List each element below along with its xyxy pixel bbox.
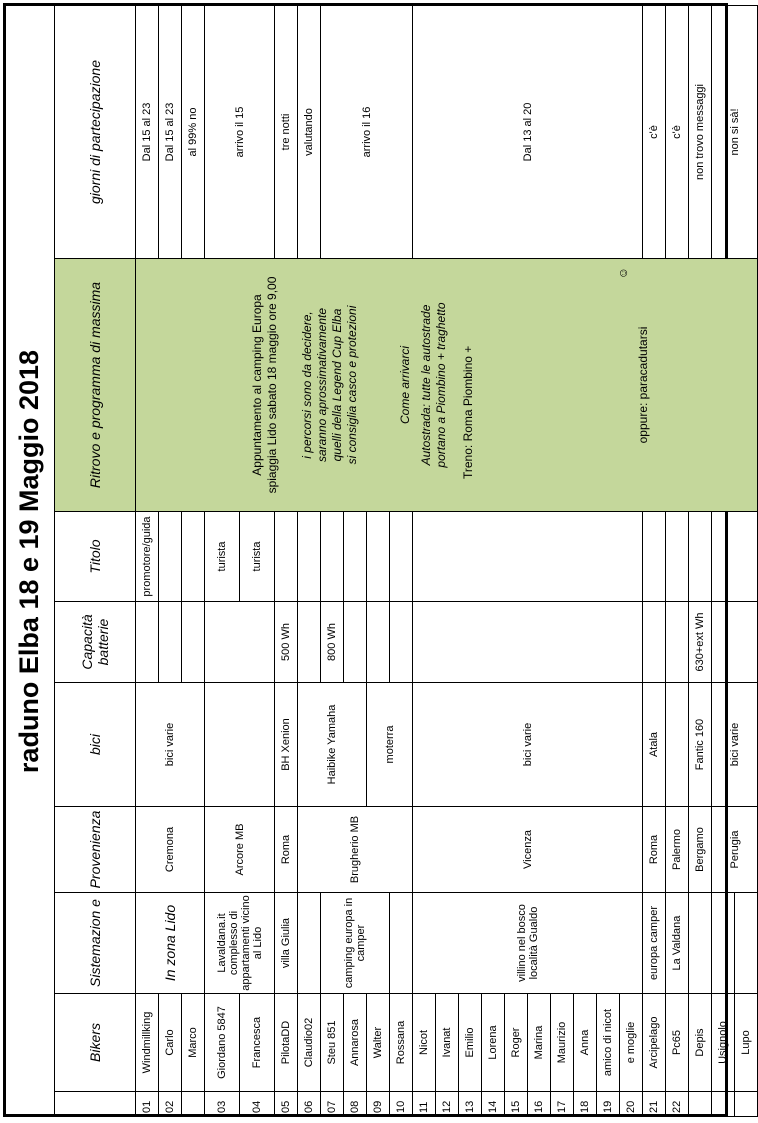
percorsi-text: i percorsi sono da decidere, saranno aprossimativamente quelli della Legend Cup Elba si consiglia casco e protezioni bbox=[300, 305, 359, 465]
titolo-cell bbox=[689, 512, 712, 602]
treno-text: Treno: Roma Piombino + bbox=[461, 345, 475, 479]
row-number: 16 bbox=[528, 1092, 551, 1117]
document-title: raduno Elba 18 e 19 Maggio 2018 bbox=[14, 349, 44, 774]
row-number: 04 bbox=[240, 1092, 275, 1117]
header-ritrovo: Ritrovo e programma di massima bbox=[55, 259, 136, 512]
sistemazione-cell bbox=[689, 893, 712, 994]
titolo-cell bbox=[321, 512, 344, 602]
giorni-cell: Dal 13 al 20 bbox=[413, 6, 643, 259]
biker-name: amico di nicot bbox=[597, 994, 620, 1092]
biker-name: Carlo bbox=[159, 994, 182, 1092]
row-number: 18 bbox=[574, 1092, 597, 1117]
sistemazione-cell: villa Giulia bbox=[275, 893, 298, 994]
biker-name: Ivanat bbox=[436, 994, 459, 1092]
biker-name: PilotaDD bbox=[275, 994, 298, 1092]
biker-name: Walter bbox=[367, 994, 390, 1092]
titolo-cell bbox=[367, 512, 390, 602]
table-row bbox=[298, 6, 321, 1117]
table-row bbox=[643, 6, 666, 1117]
bici-cell: Fantic 160 bbox=[689, 683, 712, 807]
header-capacita: Capacità batterie bbox=[55, 602, 136, 683]
table-row bbox=[205, 6, 240, 1117]
header-number bbox=[55, 1092, 136, 1117]
giorni-cell: Dal 15 al 23 bbox=[159, 6, 182, 259]
row-number: 17 bbox=[551, 1092, 574, 1117]
header-row bbox=[55, 6, 136, 1117]
titolo-cell bbox=[344, 512, 367, 602]
provenienza-cell: Bergamo bbox=[689, 807, 712, 893]
autostrada-text: Autostrada: tutte le autostrade portano a Piombino + traghetto bbox=[419, 302, 448, 468]
row-number bbox=[712, 1092, 735, 1117]
table-row bbox=[275, 6, 298, 1117]
capacita-cell bbox=[413, 602, 643, 683]
biker-name: Marco bbox=[182, 994, 205, 1092]
sistemazione-cell: camping europa in camper bbox=[321, 893, 390, 994]
row-number: 13 bbox=[459, 1092, 482, 1117]
row-number: 09 bbox=[367, 1092, 390, 1117]
row-number bbox=[689, 1092, 712, 1117]
biker-name: Depis bbox=[689, 994, 712, 1092]
titolo-cell: turista bbox=[205, 512, 240, 602]
capacita-cell: 630+ext Wh bbox=[689, 602, 712, 683]
bici-cell: bici varie bbox=[413, 683, 643, 807]
titolo-cell bbox=[298, 512, 321, 602]
titolo-cell bbox=[390, 512, 413, 602]
biker-name: Emilio bbox=[459, 994, 482, 1092]
biker-name: Arcipelago bbox=[643, 994, 666, 1092]
appuntamento-text: Appuntamento al camping Europa spiaggia Lido sabato 18 maggio ore 9,00 bbox=[250, 276, 279, 494]
biker-name: Francesca bbox=[240, 994, 275, 1092]
capacita-cell bbox=[205, 602, 275, 683]
capacita-cell bbox=[159, 602, 182, 683]
giorni-cell: c'è bbox=[666, 6, 689, 259]
bici-cell bbox=[205, 683, 275, 807]
sistemazione-cell: La Valdana bbox=[666, 893, 689, 994]
header-bikers: Bikers bbox=[55, 994, 136, 1092]
biker-name: Steu 851 bbox=[321, 994, 344, 1092]
bici-cell: bici varie bbox=[136, 683, 205, 807]
provenienza-cell: Cremona bbox=[136, 807, 205, 893]
biker-name: Windmillking bbox=[136, 994, 159, 1092]
row-number: 11 bbox=[413, 1092, 436, 1117]
row-number: 10 bbox=[390, 1092, 413, 1117]
row-number: 22 bbox=[666, 1092, 689, 1117]
provenienza-cell: Roma bbox=[275, 807, 298, 893]
sistemazione-cell: In zona Lido bbox=[136, 893, 205, 994]
smiley-icon: ☺ bbox=[616, 267, 630, 280]
biker-name: Claudio02 bbox=[298, 994, 321, 1092]
capacita-cell bbox=[136, 602, 159, 683]
row-number: 19 bbox=[597, 1092, 620, 1117]
provenienza-cell: Roma bbox=[643, 807, 666, 893]
biker-name: Marina bbox=[528, 994, 551, 1092]
capacita-cell: 500 Wh bbox=[275, 602, 298, 683]
capacita-cell bbox=[390, 602, 413, 683]
row-number: 02 bbox=[159, 1092, 182, 1117]
biker-name: Maurizio bbox=[551, 994, 574, 1092]
giorni-cell: valutando bbox=[298, 6, 321, 259]
oppure-text: oppure: paracadutarsi ☺ bbox=[616, 267, 650, 444]
row-number: 01 bbox=[136, 1092, 159, 1117]
biker-name: Nicot bbox=[413, 994, 436, 1092]
header-giorni: giorni di partecipazione bbox=[55, 6, 136, 259]
giorni-cell: tre notti bbox=[275, 6, 298, 259]
row-number bbox=[735, 1092, 758, 1117]
table-row bbox=[413, 6, 436, 1117]
row-number bbox=[182, 1092, 205, 1117]
biker-name: Rossana bbox=[390, 994, 413, 1092]
titolo-cell bbox=[413, 512, 643, 602]
row-number: 15 bbox=[505, 1092, 528, 1117]
provenienza-cell: Vicenza bbox=[413, 807, 643, 893]
capacita-cell: 800 Wh bbox=[321, 602, 344, 683]
provenienza-cell: Arcore MB bbox=[205, 807, 275, 893]
bici-cell: Haibike Yamaha bbox=[298, 683, 367, 807]
table-row bbox=[666, 6, 689, 1117]
row-number: 03 bbox=[205, 1092, 240, 1117]
table-row bbox=[689, 6, 712, 1117]
row-number: 20 bbox=[620, 1092, 643, 1117]
capacita-cell bbox=[643, 602, 666, 683]
capacita-cell bbox=[182, 602, 205, 683]
header-bici: bici bbox=[55, 683, 136, 807]
biker-name: Giordano 5847 bbox=[205, 994, 240, 1092]
provenienza-cell: Palermo bbox=[666, 807, 689, 893]
biker-name: Anna bbox=[574, 994, 597, 1092]
row-number: 08 bbox=[344, 1092, 367, 1117]
giorni-cell: non si sà! bbox=[712, 6, 758, 259]
row-number: 05 bbox=[275, 1092, 298, 1117]
row-number: 06 bbox=[298, 1092, 321, 1117]
titolo-cell: turista bbox=[240, 512, 275, 602]
header-titolo: Titolo bbox=[55, 512, 136, 602]
sistemazione-cell: villino nel bosco località Gualdo bbox=[413, 893, 643, 994]
bici-cell: BH Xenion bbox=[275, 683, 298, 807]
capacita-cell bbox=[712, 602, 758, 683]
row-number: 12 bbox=[436, 1092, 459, 1117]
giorni-cell: al 99% no bbox=[182, 6, 205, 259]
provenienza-cell: Perugia bbox=[712, 807, 758, 893]
come-arrivarci-text: Come arrivarci bbox=[398, 346, 412, 425]
giorni-cell: arrivo il 15 bbox=[205, 6, 275, 259]
giorni-cell: arrivo il 16 bbox=[321, 6, 413, 259]
sistemazione-cell bbox=[735, 893, 758, 994]
bici-cell bbox=[666, 683, 689, 807]
titolo-cell bbox=[182, 512, 205, 602]
table-row bbox=[321, 6, 344, 1117]
titolo-cell bbox=[159, 512, 182, 602]
titolo-cell: promotore/guida bbox=[136, 512, 159, 602]
biker-name: Lorena bbox=[482, 994, 505, 1092]
sistemazione-cell bbox=[712, 893, 735, 994]
titolo-cell bbox=[712, 512, 758, 602]
row-number: 14 bbox=[482, 1092, 505, 1117]
giorni-cell: Dal 15 al 23 bbox=[136, 6, 159, 259]
header-sistemazione: Sistemazion e bbox=[55, 893, 136, 994]
provenienza-cell: Brugherio MB bbox=[298, 807, 413, 893]
sistemazione-cell bbox=[390, 893, 413, 994]
capacita-cell bbox=[344, 602, 367, 683]
table-row bbox=[136, 6, 159, 1117]
header-provenienza: Provenienza bbox=[55, 807, 136, 893]
bici-cell: Atala bbox=[643, 683, 666, 807]
biker-name: Usignolo bbox=[712, 994, 735, 1092]
biker-name: e moglie bbox=[620, 994, 643, 1092]
row-number: 21 bbox=[643, 1092, 666, 1117]
giorni-cell: non trovo messaggi bbox=[689, 6, 712, 259]
biker-name: Annarosa bbox=[344, 994, 367, 1092]
table-row bbox=[712, 6, 735, 1117]
titolo-cell bbox=[275, 512, 298, 602]
titolo-cell bbox=[643, 512, 666, 602]
giorni-cell: c'è bbox=[643, 6, 666, 259]
sistemazione-cell bbox=[298, 893, 321, 994]
biker-name: Pc65 bbox=[666, 994, 689, 1092]
capacita-cell bbox=[298, 602, 321, 683]
participants-table bbox=[54, 5, 758, 1117]
capacita-cell bbox=[367, 602, 390, 683]
bici-cell: moterra bbox=[367, 683, 413, 807]
sistemazione-cell: europa camper bbox=[643, 893, 666, 994]
sistemazione-cell: Lavaldana.it complesso di appartamenti vicino al Lido bbox=[205, 893, 275, 994]
capacita-cell bbox=[666, 602, 689, 683]
ritrovo-cell bbox=[136, 259, 758, 512]
bici-cell: bici varie bbox=[712, 683, 758, 807]
row-number: 07 bbox=[321, 1092, 344, 1117]
titolo-cell bbox=[666, 512, 689, 602]
biker-name: Lupo bbox=[735, 994, 758, 1092]
biker-name: Roger bbox=[505, 994, 528, 1092]
